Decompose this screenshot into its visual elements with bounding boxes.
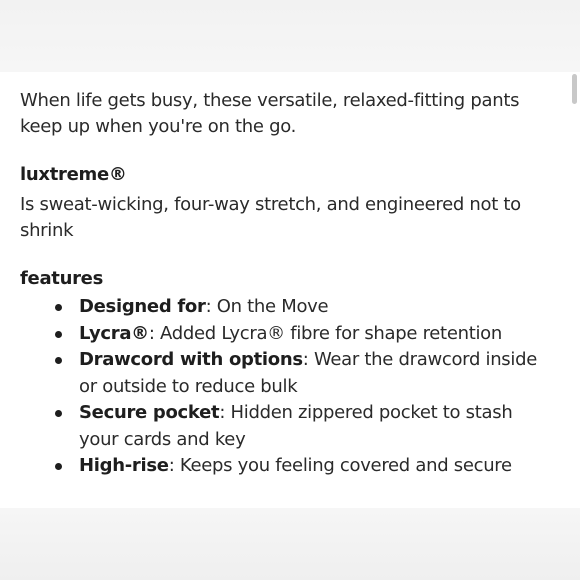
feature-text: : Wear the drawcord inside or outside to reduce bulk (79, 349, 537, 397)
product-details-content (20, 88, 555, 480)
bottom-background (0, 508, 580, 580)
feature-name: Designed for (79, 296, 206, 317)
scrollbar-thumb[interactable] (572, 74, 577, 104)
feature-text: : On the Move (205, 296, 329, 317)
product-description: When life gets busy, these versatile, relaxed-fitting pants keep up when you're on the go. (20, 90, 520, 137)
features-heading: features (20, 268, 104, 289)
feature-text: : Keeps you feeling covered and secure (168, 455, 512, 476)
feature-item-lycra (79, 321, 555, 348)
features-list (20, 294, 555, 480)
feature-item-drawcord (79, 347, 555, 400)
feature-name: Lycra® (79, 322, 149, 344)
bullet-icon (55, 304, 62, 311)
feature-name: Secure pocket (79, 402, 220, 423)
product-details-panel (0, 72, 580, 508)
feature-item-high-rise (79, 453, 555, 480)
bullet-icon (55, 410, 62, 417)
feature-text: : Added Lycra® fibre for shape retention (148, 322, 502, 344)
feature-item-secure-pocket (79, 400, 555, 453)
feature-item-designed-for (79, 294, 555, 321)
fabric-description: Is sweat-wicking, four-way stretch, and engineered not to shrink (20, 194, 521, 241)
feature-text: : Hidden zippered pocket to stash your cards and key (79, 402, 513, 450)
top-background (0, 0, 580, 72)
bullet-icon (55, 331, 62, 338)
fabric-heading: luxtreme® (20, 164, 127, 185)
feature-name: Drawcord with options (79, 349, 303, 370)
scrollbar[interactable] (570, 72, 580, 508)
bullet-icon (55, 357, 62, 364)
bullet-icon (55, 463, 62, 470)
feature-name: High-rise (79, 455, 169, 476)
